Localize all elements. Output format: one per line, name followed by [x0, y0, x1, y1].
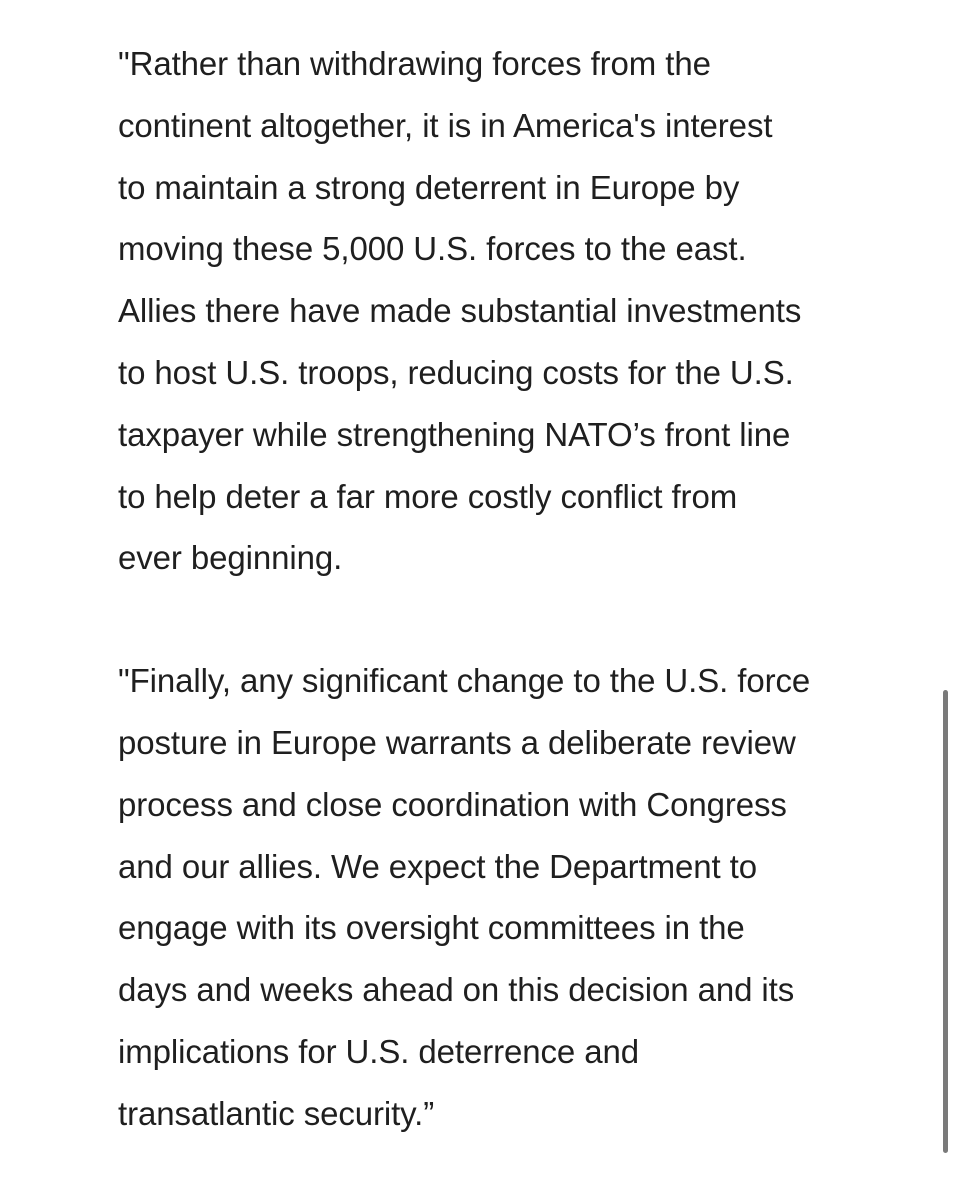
article-paragraph: "Finally, any significant change to the U.S. force posture in Europe warrants a deliberate review process and close coordination with Congress and our allies. We expect the Department to engage with its oversight committees in the days and weeks ahead on this decision and its implications for U.S. deterrence and transatlantic security.”	[118, 662, 811, 1132]
vertical-scrollbar[interactable]	[942, 0, 956, 1199]
article-paragraph: "Rather than withdrawing forces from the continent altogether, it is in America's interest to maintain a strong deterrent in Europe by moving these 5,000 U.S. forces to the east. Allies there have made substantial investments to host U.S. troops, reducing costs for the U.S. taxpayer while strengthening NATO’s front line to help deter a far more costly conflict from ever beginning.	[118, 45, 802, 577]
article-body	[118, 33, 918, 1145]
scrollbar-thumb[interactable]	[943, 690, 948, 1153]
